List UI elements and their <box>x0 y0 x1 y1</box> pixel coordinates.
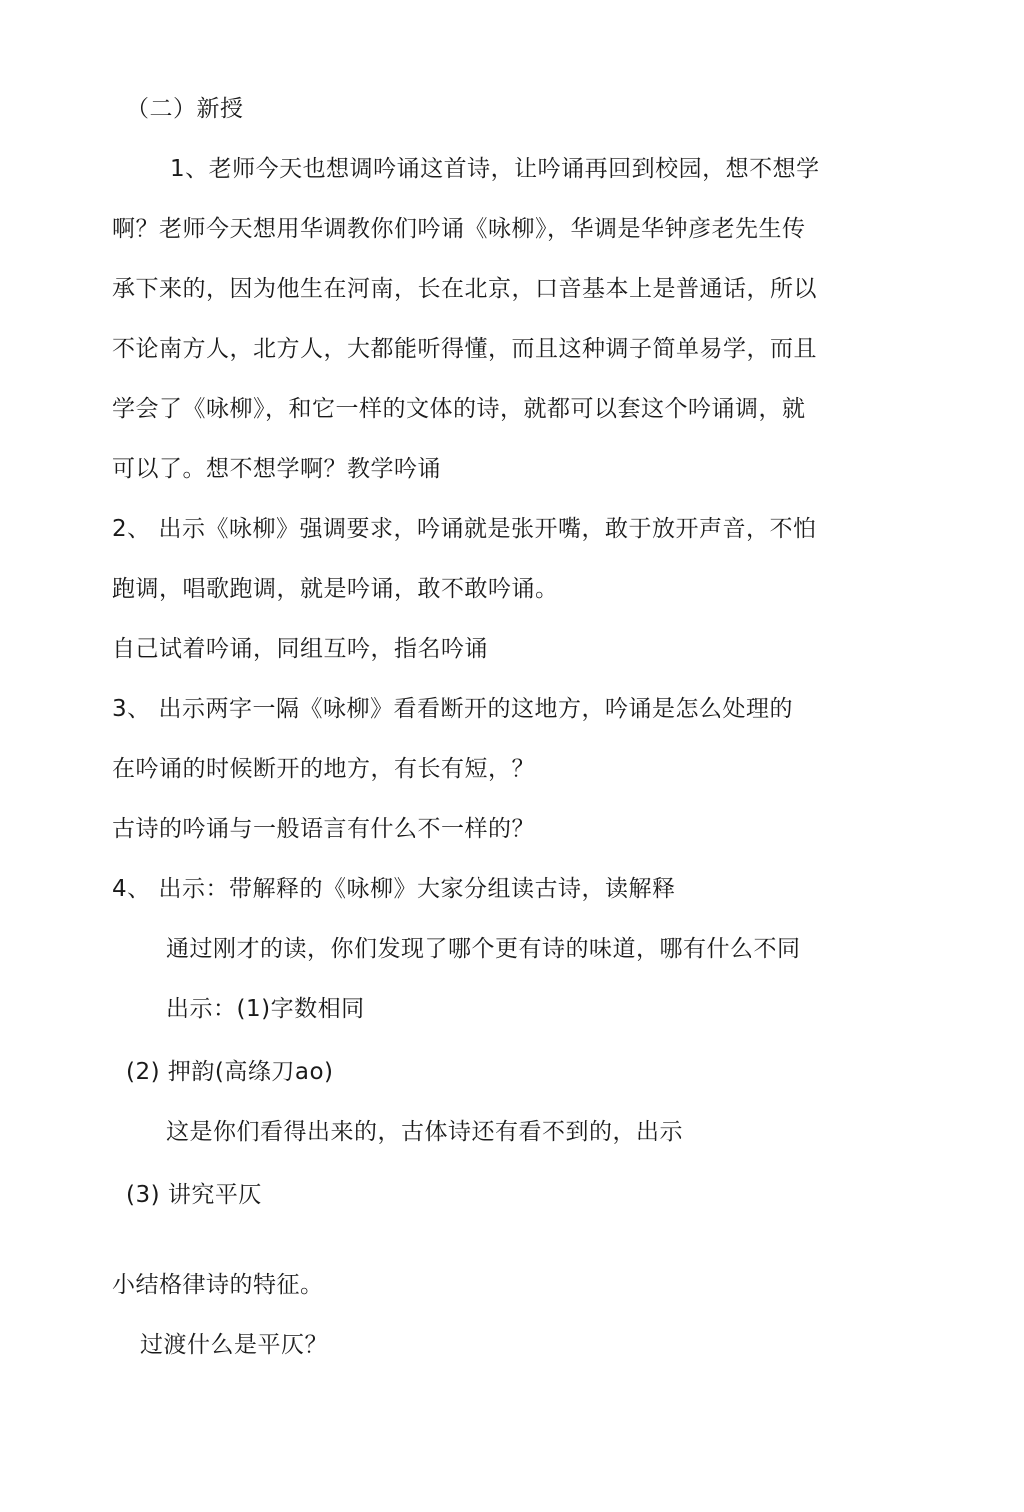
paragraph-line: 可以了。想不想学啊？教学吟诵 <box>112 456 441 482</box>
paragraph-line: 承下来的，因为他生在河南，长在北京，口音基本上是普通话，所以 <box>112 276 817 302</box>
paragraph-line: 自己试着吟诵，同组互吟，指名吟诵 <box>112 636 488 662</box>
sub-item: 出示：(1)字数相同 <box>166 996 365 1022</box>
paragraph-line: 啊？老师今天想用华调教你们吟诵《咏柳》，华调是华钟彦老先生传 <box>112 216 806 242</box>
paragraph-line: 不论南方人，北方人，大都能听得懂，而且这种调子简单易学，而且 <box>112 336 817 362</box>
paragraph-line: 1、老师今天也想调吟诵这首诗，让吟诵再回到校园，想不想学 <box>170 156 820 182</box>
numbered-item: 2、 出示《咏柳》强调要求，吟诵就是张开嘴，敢于放开声音，不怕 <box>112 516 817 542</box>
section-heading: （二）新授 <box>126 96 244 122</box>
paragraph-line: 在吟诵的时候断开的地方，有长有短，？ <box>112 756 535 782</box>
paragraph-line: 过渡什么是平仄？ <box>140 1332 328 1358</box>
numbered-item: 4、 出示：带解释的《咏柳》大家分组读古诗，读解释 <box>112 876 676 902</box>
paragraph-line: 这是你们看得出来的，古体诗还有看不到的，出示 <box>166 1119 683 1145</box>
sub-item: (2) 押韵(高绦刀ao) <box>126 1059 334 1085</box>
paragraph-line: 小结格律诗的特征。 <box>112 1272 324 1298</box>
paragraph-line: 学会了《咏柳》，和它一样的文体的诗，就都可以套这个吟诵调，就 <box>112 396 806 422</box>
paragraph-line: 古诗的吟诵与一般语言有什么不一样的？ <box>112 816 535 842</box>
numbered-item: 3、 出示两字一隔《咏柳》看看断开的这地方，吟诵是怎么处理的 <box>112 696 793 722</box>
paragraph-line: 跑调，唱歌跑调，就是吟诵，敢不敢吟诵。 <box>112 576 559 602</box>
sub-item: (3) 讲究平仄 <box>126 1182 262 1208</box>
paragraph-line: 通过刚才的读，你们发现了哪个更有诗的味道，哪有什么不同 <box>166 936 801 962</box>
